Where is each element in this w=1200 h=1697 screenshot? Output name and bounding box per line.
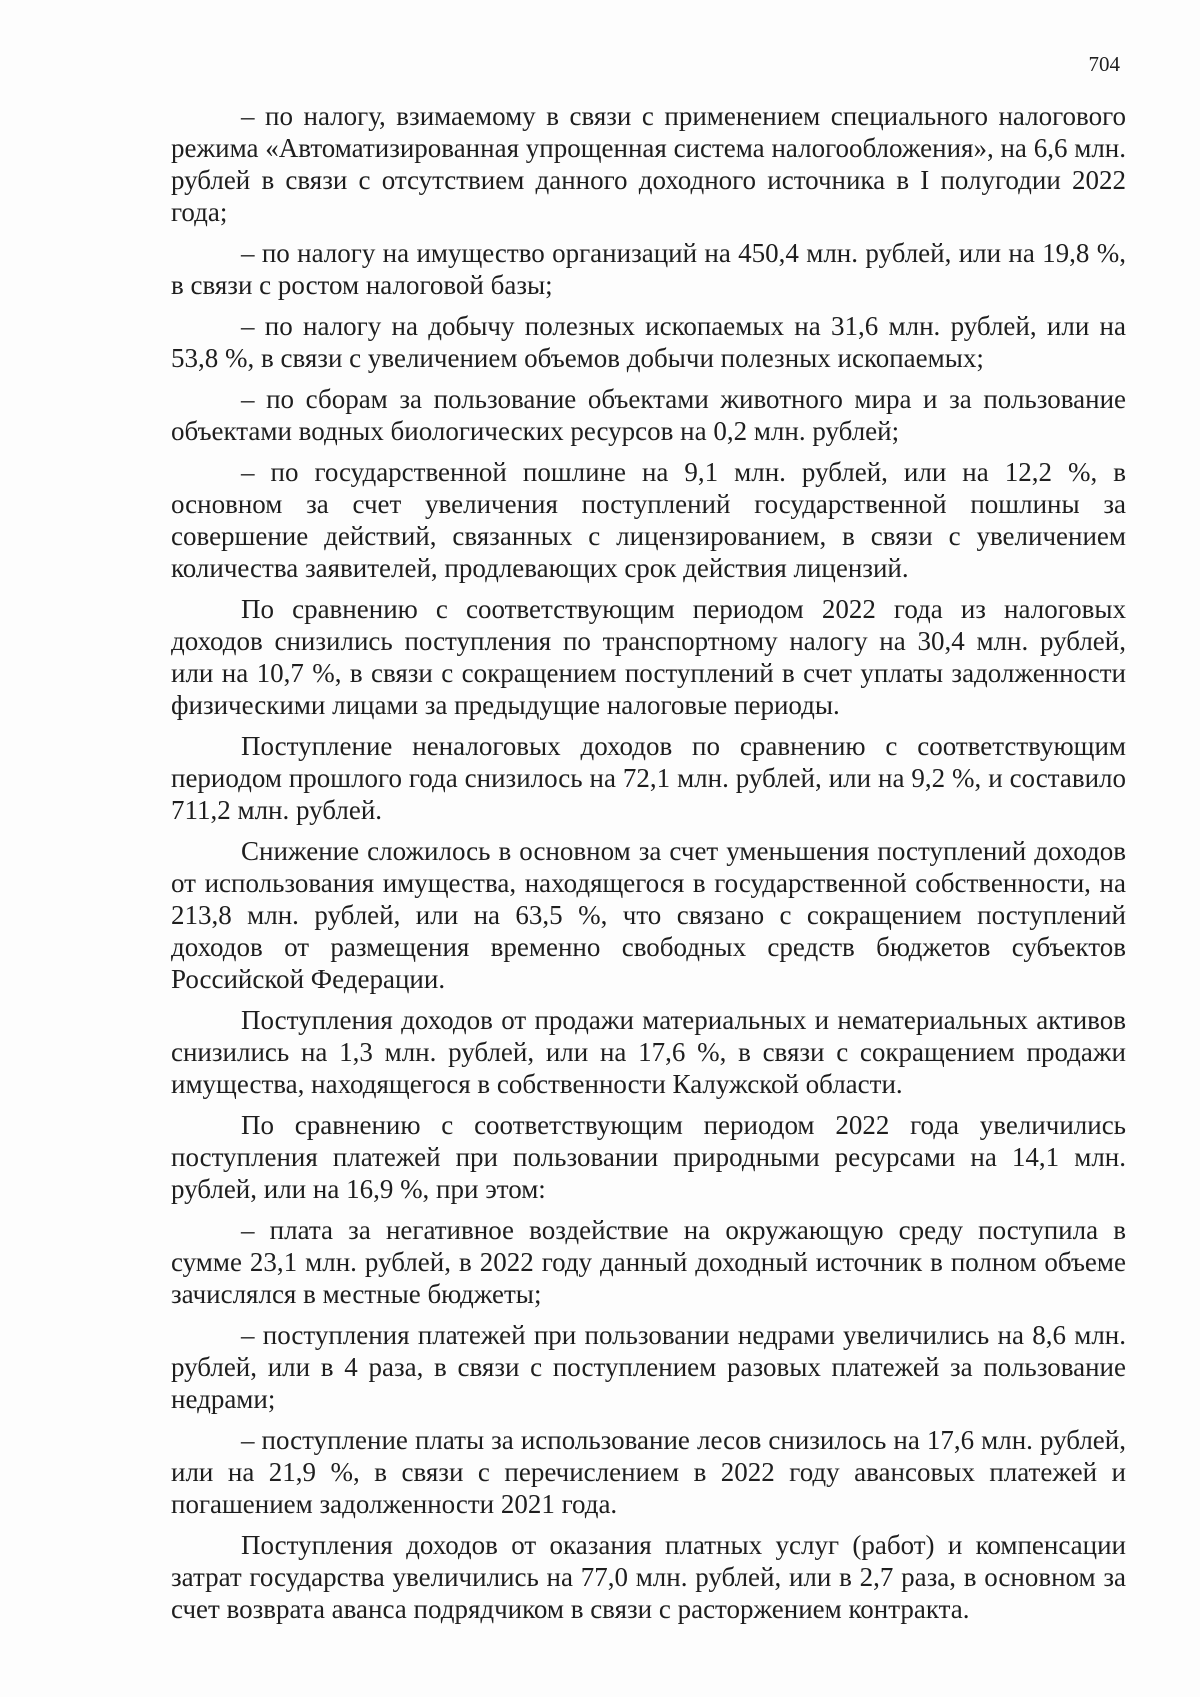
paragraph-environmental-fee: – плата за негативное воздействие на окружающую среду поступила в сумме 23,1 млн. рублей, в 2022 году данный доходный источник в полном объеме зачислялся в местные бюджеты; xyxy=(171,1215,1126,1309)
paragraph-subsoil-payments: – поступления платежей при пользовании недрами увеличились на 8,6 млн. рублей, или в 4 раза, в связи с поступлением разовых платежей за пользование недрами; xyxy=(171,1320,1126,1414)
paragraph-state-duty: – по государственной пошлине на 9,1 млн. рублей, или на 12,2 %, в основном за счет увеличения поступлений государственной пошлины за совершение действий, связанных с лицензированием, в связи с увеличением количества заявителей, продлевающих срок действия лицензий. xyxy=(171,457,1126,583)
paragraph-wildlife-fees: – по сборам за пользование объектами животного мира и за пользование объектами водных биологических ресурсов на 0,2 млн. рублей; xyxy=(171,384,1126,446)
paragraph-property-use-income: Снижение сложилось в основном за счет уменьшения поступлений доходов от использования имущества, находящегося в государственной собственности, на 213,8 млн. рублей, или на 63,5 %, что связано с сокращением поступлений доходов от размещения временно свободных средств бюджетов субъектов Российской Федерации. xyxy=(171,836,1126,994)
document-body xyxy=(171,100,1126,1634)
paragraph-forest-payments: – поступление платы за использование лесов снизилось на 17,6 млн. рублей, или на 21,9 %, в связи с перечислением в 2022 году авансовых платежей и погашением задолженности 2021 года. xyxy=(171,1425,1126,1519)
paragraph-paid-services: Поступления доходов от оказания платных услуг (работ) и компенсации затрат государства увеличились на 77,0 млн. рублей, или в 2,7 раза, в основном за счет возврата аванса подрядчиком в связи с расторжением контракта. xyxy=(171,1530,1126,1624)
page-number: 704 xyxy=(1088,52,1120,76)
paragraph-natural-resources: По сравнению с соответствующим периодом 2022 года увеличились поступления платежей при пользовании природными ресурсами на 14,1 млн. рублей, или на 16,9 %, при этом: xyxy=(171,1110,1126,1204)
paragraph-simplified-tax-system: – по налогу, взимаемому в связи с применением специального налогового режима «Автоматизированная упрощенная система налогообложения», на 6,6 млн. рублей в связи с отсутствием данного доходного источника в I полугодии 2022 года; xyxy=(171,101,1126,227)
paragraph-mineral-extraction-tax: – по налогу на добычу полезных ископаемых на 31,6 млн. рублей, или на 53,8 %, в связи с увеличением объемов добычи полезных ископаемых; xyxy=(171,311,1126,373)
paragraph-property-tax: – по налогу на имущество организаций на 450,4 млн. рублей, или на 19,8 %, в связи с ростом налоговой базы; xyxy=(171,238,1126,300)
paragraph-asset-sales: Поступления доходов от продажи материальных и нематериальных активов снизились на 1,3 млн. рублей, или на 17,6 %, в связи с сокращением продажи имущества, находящегося в собственности Калужской области. xyxy=(171,1005,1126,1099)
paragraph-non-tax-revenue: Поступление неналоговых доходов по сравнению с соответствующим периодом прошлого года снизилось на 72,1 млн. рублей, или на 9,2 %, и составило 711,2 млн. рублей. xyxy=(171,731,1126,825)
paragraph-transport-tax: По сравнению с соответствующим периодом 2022 года из налоговых доходов снизились поступления по транспортному налогу на 30,4 млн. рублей, или на 10,7 %, в связи с сокращением поступлений в счет уплаты задолженности физическими лицами за предыдущие налоговые периоды. xyxy=(171,594,1126,720)
